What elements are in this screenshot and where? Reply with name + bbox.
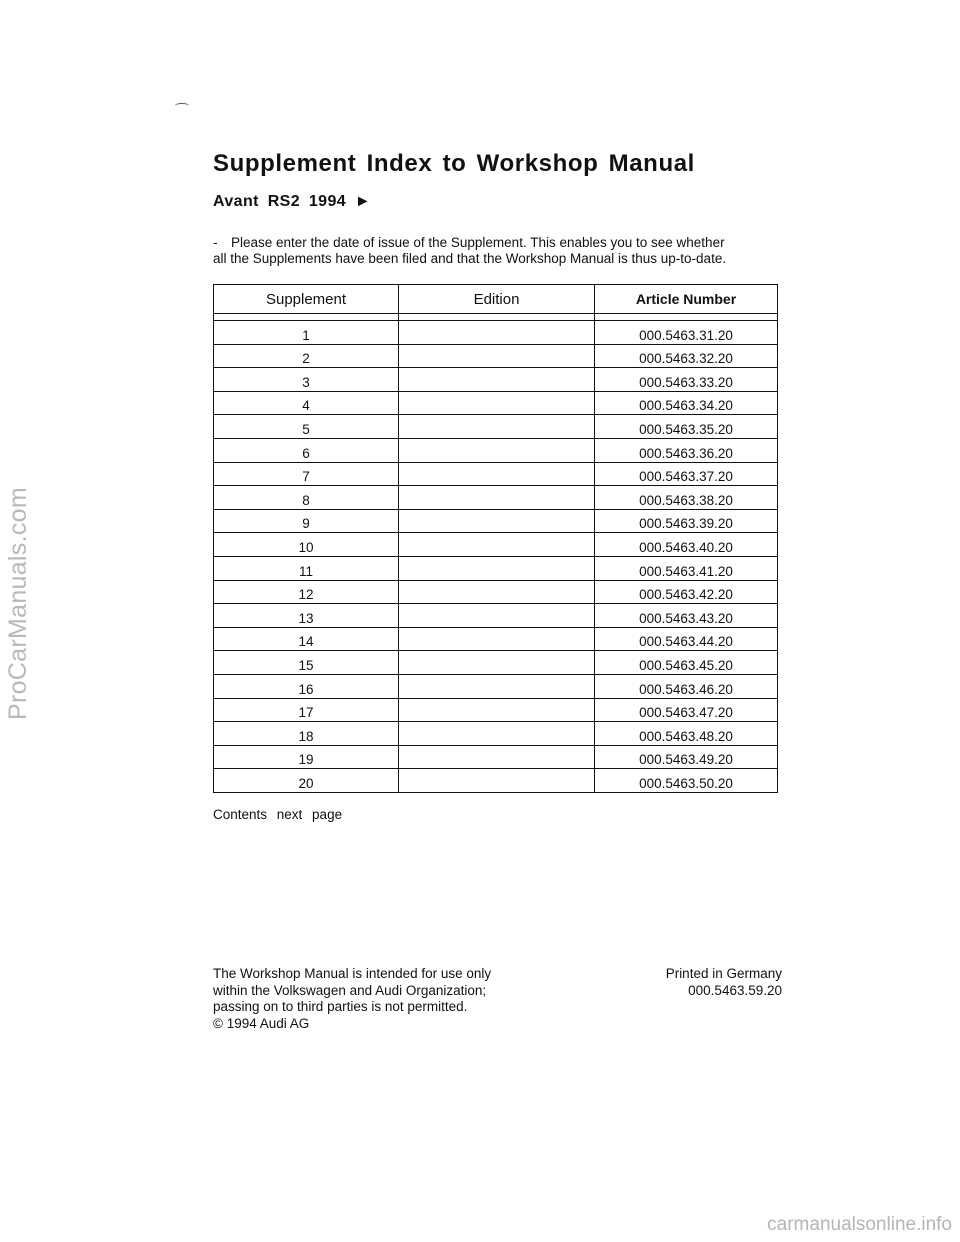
edition-cell[interactable] xyxy=(399,745,595,769)
article-number-cell: 000.5463.46.20 xyxy=(595,674,778,698)
table-body xyxy=(214,314,778,793)
supplement-number-cell: 7 xyxy=(214,462,399,486)
edition-cell[interactable] xyxy=(399,438,595,462)
header-article-number: Article Number xyxy=(595,285,778,314)
table-row xyxy=(214,321,778,345)
spacer-cell xyxy=(214,314,399,321)
edition-cell[interactable] xyxy=(399,698,595,722)
article-number-cell: 000.5463.39.20 xyxy=(595,509,778,533)
page-subtitle: Avant RS2 1994 ► xyxy=(213,193,372,210)
article-number-cell: 000.5463.45.20 xyxy=(595,651,778,675)
table-row xyxy=(214,651,778,675)
table-row xyxy=(214,533,778,557)
legal-line: within the Volkswagen and Audi Organization; xyxy=(213,982,487,998)
header-edition: Edition xyxy=(399,285,595,314)
edition-cell[interactable] xyxy=(399,368,595,392)
supplement-number-cell: 16 xyxy=(214,674,399,698)
edition-cell[interactable] xyxy=(399,722,595,746)
article-number-cell: 000.5463.40.20 xyxy=(595,533,778,557)
edition-cell[interactable] xyxy=(399,769,595,793)
supplement-number-cell: 3 xyxy=(214,368,399,392)
article-number-cell: 000.5463.33.20 xyxy=(595,368,778,392)
article-number-cell: 000.5463.31.20 xyxy=(595,321,778,345)
legal-line: The Workshop Manual is intended for use only xyxy=(213,966,492,981)
supplement-number-cell: 8 xyxy=(214,486,399,510)
article-number-cell: 000.5463.49.20 xyxy=(595,745,778,769)
article-number-cell: 000.5463.32.20 xyxy=(595,344,778,368)
table-row xyxy=(214,722,778,746)
edition-cell[interactable] xyxy=(399,533,595,557)
supplement-number-cell: 19 xyxy=(214,745,399,769)
table-row xyxy=(214,580,778,604)
table-row xyxy=(214,674,778,698)
edition-cell[interactable] xyxy=(399,627,595,651)
article-number-cell: 000.5463.47.20 xyxy=(595,698,778,722)
note-dash: - xyxy=(213,235,218,250)
supplement-number-cell: 14 xyxy=(214,627,399,651)
supplement-number-cell: 6 xyxy=(214,438,399,462)
copyright-line: © 1994 Audi AG xyxy=(213,1015,310,1031)
table-row xyxy=(214,368,778,392)
supplement-number-cell: 2 xyxy=(214,344,399,368)
article-number-cell: 000.5463.50.20 xyxy=(595,769,778,793)
note-text-line2: all the Supplements have been filed and that the Workshop Manual is thus up-to-date. xyxy=(213,251,727,266)
table-row xyxy=(214,391,778,415)
table-row xyxy=(214,604,778,628)
article-number-cell: 000.5463.48.20 xyxy=(595,722,778,746)
supplement-number-cell: 18 xyxy=(214,722,399,746)
article-number-cell: 000.5463.43.20 xyxy=(595,604,778,628)
edition-cell[interactable] xyxy=(399,462,595,486)
article-number-cell: 000.5463.44.20 xyxy=(595,627,778,651)
spacer-cell xyxy=(595,314,778,321)
spacer-cell xyxy=(399,314,595,321)
edition-cell[interactable] xyxy=(399,651,595,675)
printed-article-number: 000.5463.59.20 xyxy=(688,982,782,998)
table-row xyxy=(214,627,778,651)
page-title: Supplement Index to Workshop Manual xyxy=(213,150,695,177)
edition-cell[interactable] xyxy=(399,674,595,698)
article-number-cell: 000.5463.38.20 xyxy=(595,486,778,510)
note-text-line1: Please enter the date of issue of the Supplement. This enables you to see whether xyxy=(231,235,725,250)
printed-info xyxy=(666,966,782,999)
edition-cell[interactable] xyxy=(399,415,595,439)
scan-artifact xyxy=(175,103,189,108)
table-row xyxy=(214,486,778,510)
supplement-number-cell: 9 xyxy=(214,509,399,533)
supplement-number-cell: 4 xyxy=(214,391,399,415)
edition-cell[interactable] xyxy=(399,344,595,368)
table-row xyxy=(214,556,778,580)
supplement-number-cell: 13 xyxy=(214,604,399,628)
article-number-cell: 000.5463.35.20 xyxy=(595,415,778,439)
table-row xyxy=(214,745,778,769)
table-header-row xyxy=(214,285,778,314)
edition-cell[interactable] xyxy=(399,486,595,510)
side-watermark: ProCarManuals.com xyxy=(4,487,32,720)
supplement-table xyxy=(213,284,778,793)
supplement-number-cell: 1 xyxy=(214,321,399,345)
instruction-note xyxy=(213,235,783,267)
edition-cell[interactable] xyxy=(399,604,595,628)
table-row xyxy=(214,462,778,486)
article-number-cell: 000.5463.42.20 xyxy=(595,580,778,604)
supplement-number-cell: 11 xyxy=(214,556,399,580)
supplement-number-cell: 15 xyxy=(214,651,399,675)
header-supplement: Supplement xyxy=(214,285,399,314)
legal-notice xyxy=(213,966,491,1032)
supplement-number-cell: 20 xyxy=(214,769,399,793)
article-number-cell: 000.5463.36.20 xyxy=(595,438,778,462)
footer-watermark: carmanualsonline.info xyxy=(767,1214,952,1235)
article-number-cell: 000.5463.34.20 xyxy=(595,391,778,415)
legal-line: passing on to third parties is not permitted. xyxy=(213,999,468,1014)
printed-country: Printed in Germany xyxy=(665,966,782,981)
supplement-number-cell: 17 xyxy=(214,698,399,722)
edition-cell[interactable] xyxy=(399,509,595,533)
table-row xyxy=(214,698,778,722)
table-spacer-row xyxy=(214,314,778,321)
table-row xyxy=(214,769,778,793)
edition-cell[interactable] xyxy=(399,321,595,345)
edition-cell[interactable] xyxy=(399,580,595,604)
table-row xyxy=(214,344,778,368)
edition-cell[interactable] xyxy=(399,391,595,415)
article-number-cell: 000.5463.41.20 xyxy=(595,556,778,580)
edition-cell[interactable] xyxy=(399,556,595,580)
table-row xyxy=(214,438,778,462)
supplement-number-cell: 10 xyxy=(214,533,399,557)
supplement-number-cell: 12 xyxy=(214,580,399,604)
table-row xyxy=(214,509,778,533)
supplement-number-cell: 5 xyxy=(214,415,399,439)
contents-next-page-note: Contents next page xyxy=(213,807,343,822)
table-row xyxy=(214,415,778,439)
article-number-cell: 000.5463.37.20 xyxy=(595,462,778,486)
